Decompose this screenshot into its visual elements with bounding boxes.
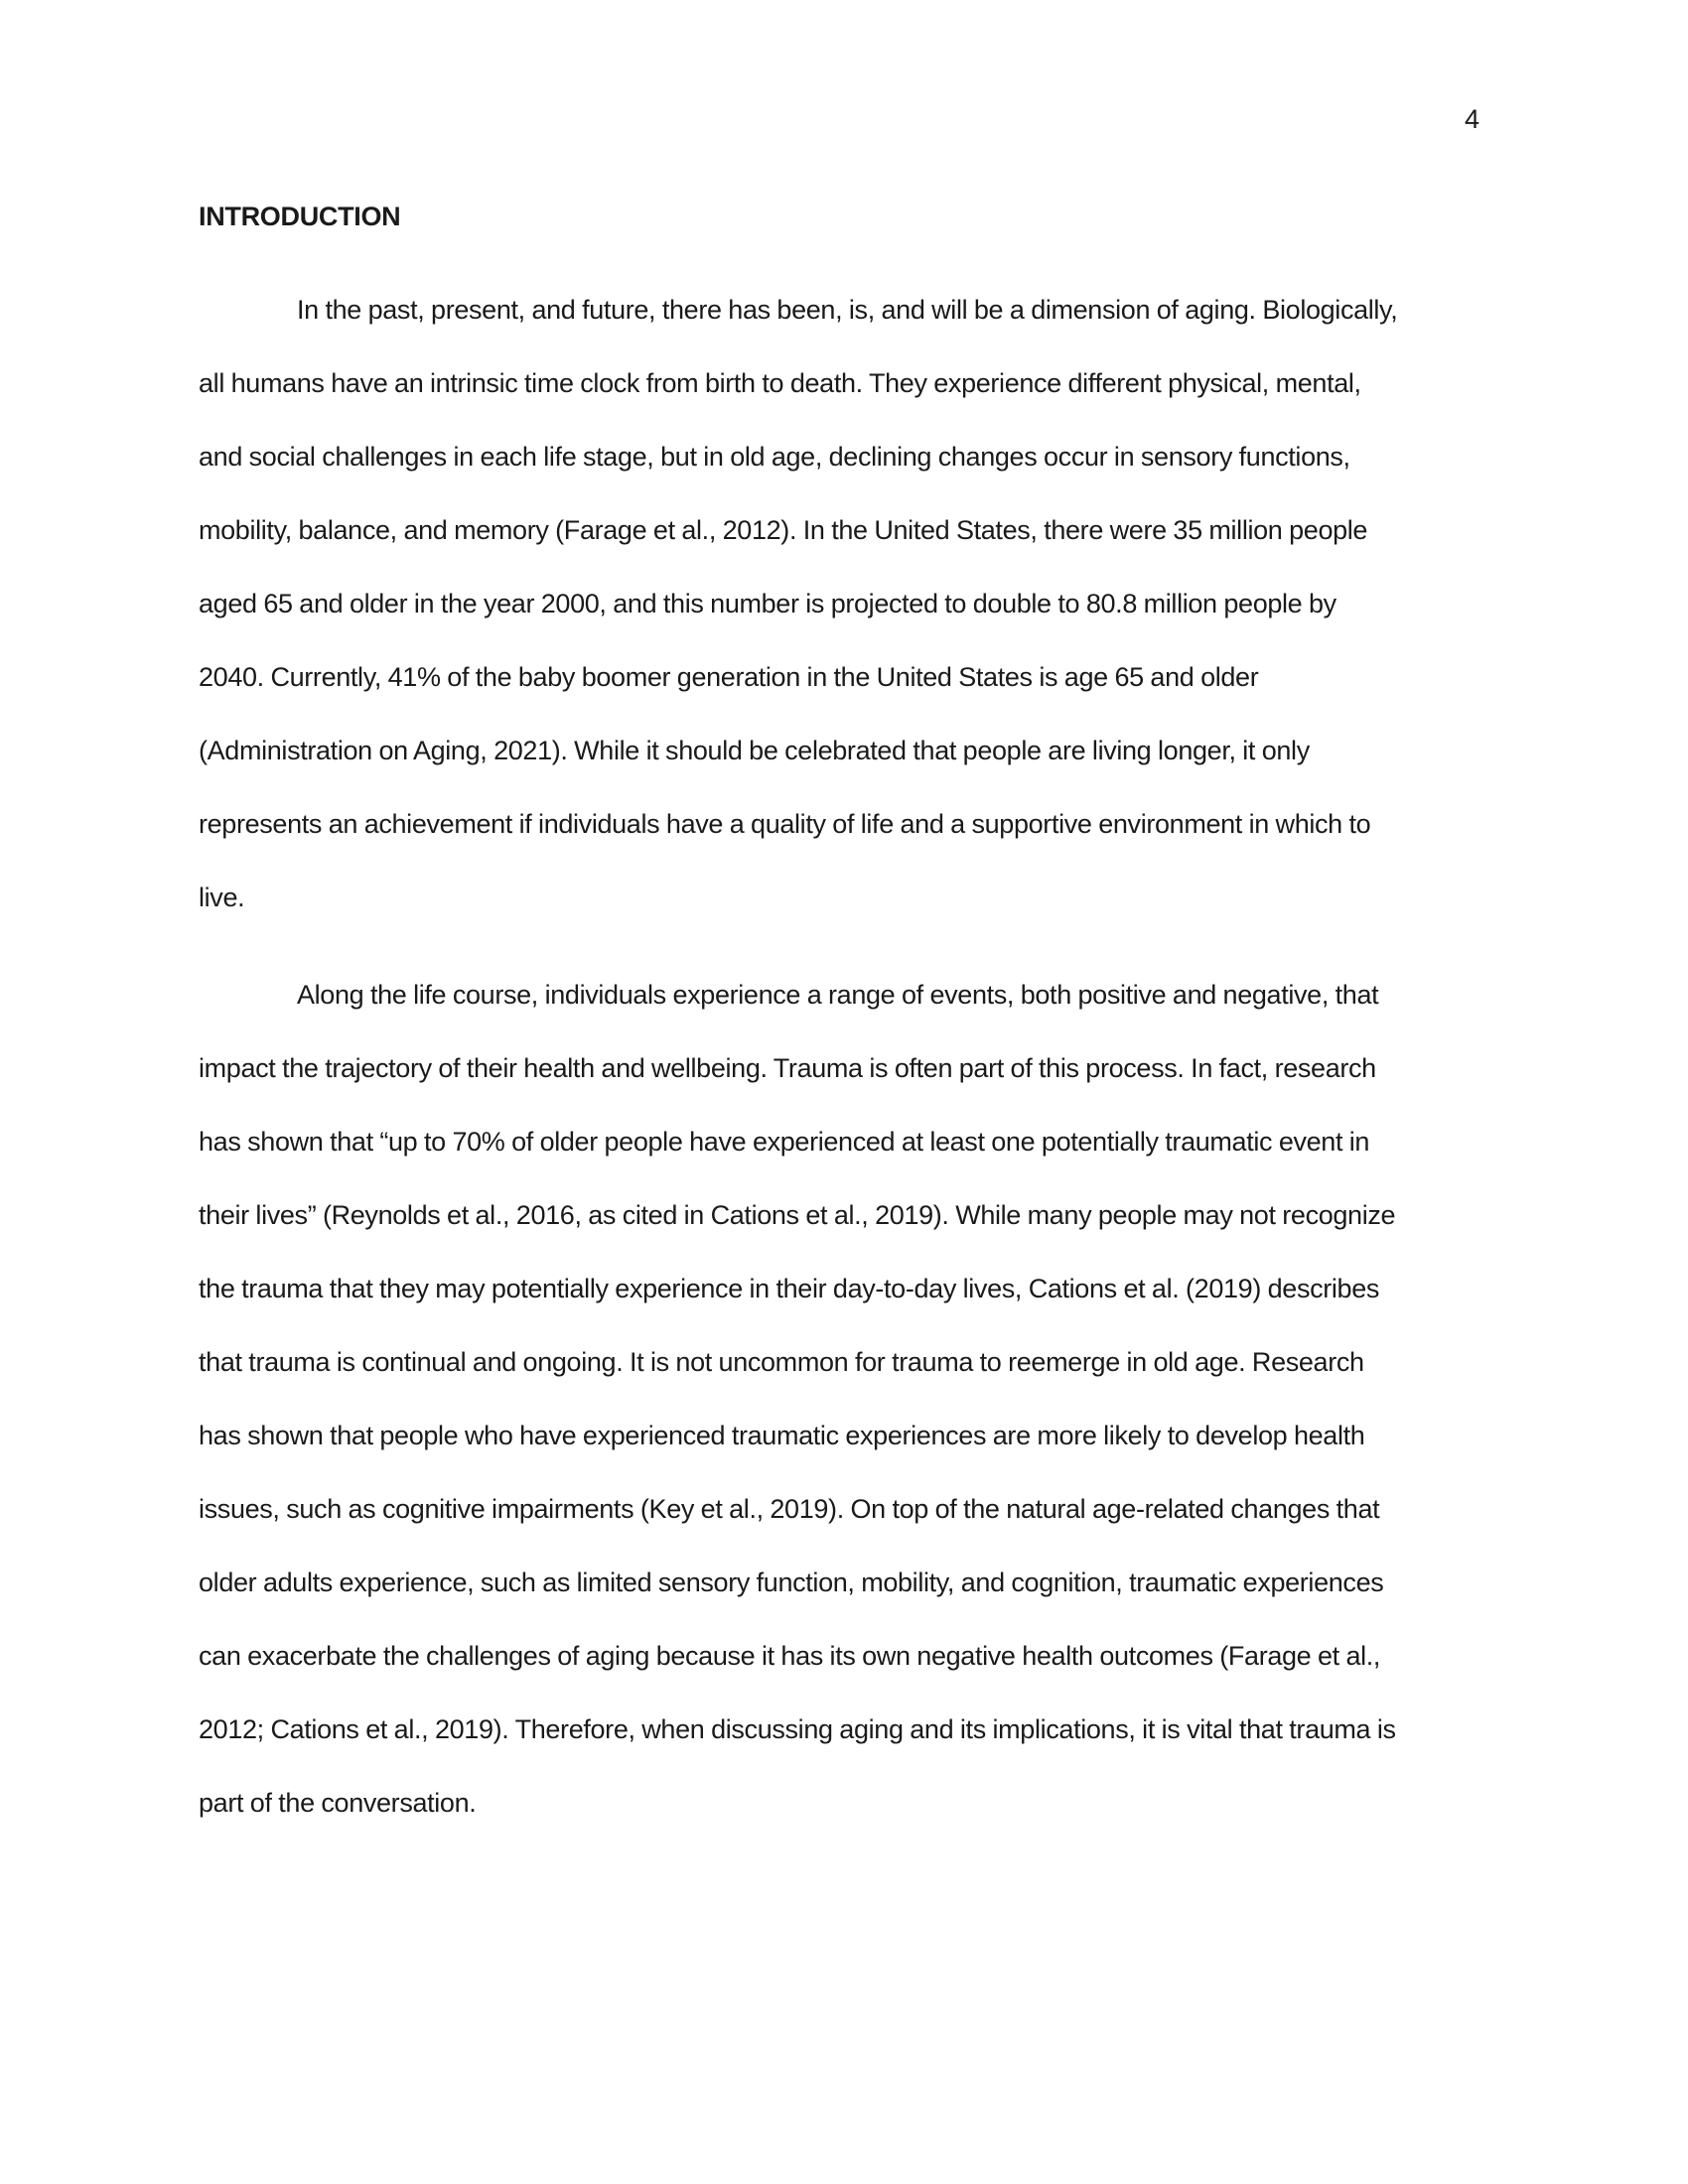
paragraph-line: In the past, present, and future, there has been, is, and will be a dimension of aging. Biologically, — [297, 295, 1398, 325]
paragraph-line: 2040. Currently, 41% of the baby boomer generation in the United States is age 65 and older — [199, 662, 1259, 692]
paragraph-line: can exacerbate the challenges of aging because it has its own negative health outcomes (Farage et al., — [199, 1641, 1381, 1671]
paragraph-line: has shown that people who have experienced traumatic experiences are more likely to develop health — [199, 1421, 1365, 1450]
paragraph-line: impact the trajectory of their health and wellbeing. Trauma is often part of this process. In fact, research — [199, 1053, 1376, 1083]
page-number: 4 — [1465, 104, 1480, 134]
paragraph-line: the trauma that they may potentially experience in their day-to-day lives, Cations et al. (2019) describes — [199, 1274, 1380, 1303]
paragraph-line: mobility, balance, and memory (Farage et al., 2012). In the United States, there were 35 million people — [199, 515, 1368, 545]
paragraph-line: that trauma is continual and ongoing. It is not uncommon for trauma to reemerge in old age. Research — [199, 1347, 1364, 1377]
paragraph-line: live. — [199, 883, 245, 912]
paragraph-line: issues, such as cognitive impairments (Key et al., 2019). On top of the natural age-related changes that — [199, 1494, 1380, 1524]
paragraph-line: aged 65 and older in the year 2000, and this number is projected to double to 80.8 million people by — [199, 589, 1336, 618]
paragraph-line: older adults experience, such as limited sensory function, mobility, and cognition, traumatic experiences — [199, 1568, 1384, 1597]
paragraph-line: their lives” (Reynolds et al., 2016, as cited in Cations et al., 2019). While many people may not recognize — [199, 1200, 1396, 1230]
paragraph-line: all humans have an intrinsic time clock from birth to death. They experience different physical, mental, — [199, 368, 1361, 398]
paragraph-line: has shown that “up to 70% of older people have experienced at least one potentially traumatic event in — [199, 1127, 1370, 1157]
paragraph-line: represents an achievement if individuals have a quality of life and a supportive environment in which to — [199, 809, 1371, 839]
paragraph-line: Along the life course, individuals experience a range of events, both positive and negative, that — [297, 980, 1379, 1010]
paragraph-line: 2012; Cations et al., 2019). Therefore, when discussing aging and its implications, it is vital that trauma is — [199, 1714, 1396, 1744]
paragraph-line: (Administration on Aging, 2021). While it should be celebrated that people are living longer, it only — [199, 736, 1310, 765]
paragraph-line: part of the conversation. — [199, 1788, 477, 1818]
section-heading: INTRODUCTION — [199, 202, 401, 231]
paragraph-line: and social challenges in each life stage, but in old age, declining changes occur in sensory functions, — [199, 442, 1350, 472]
